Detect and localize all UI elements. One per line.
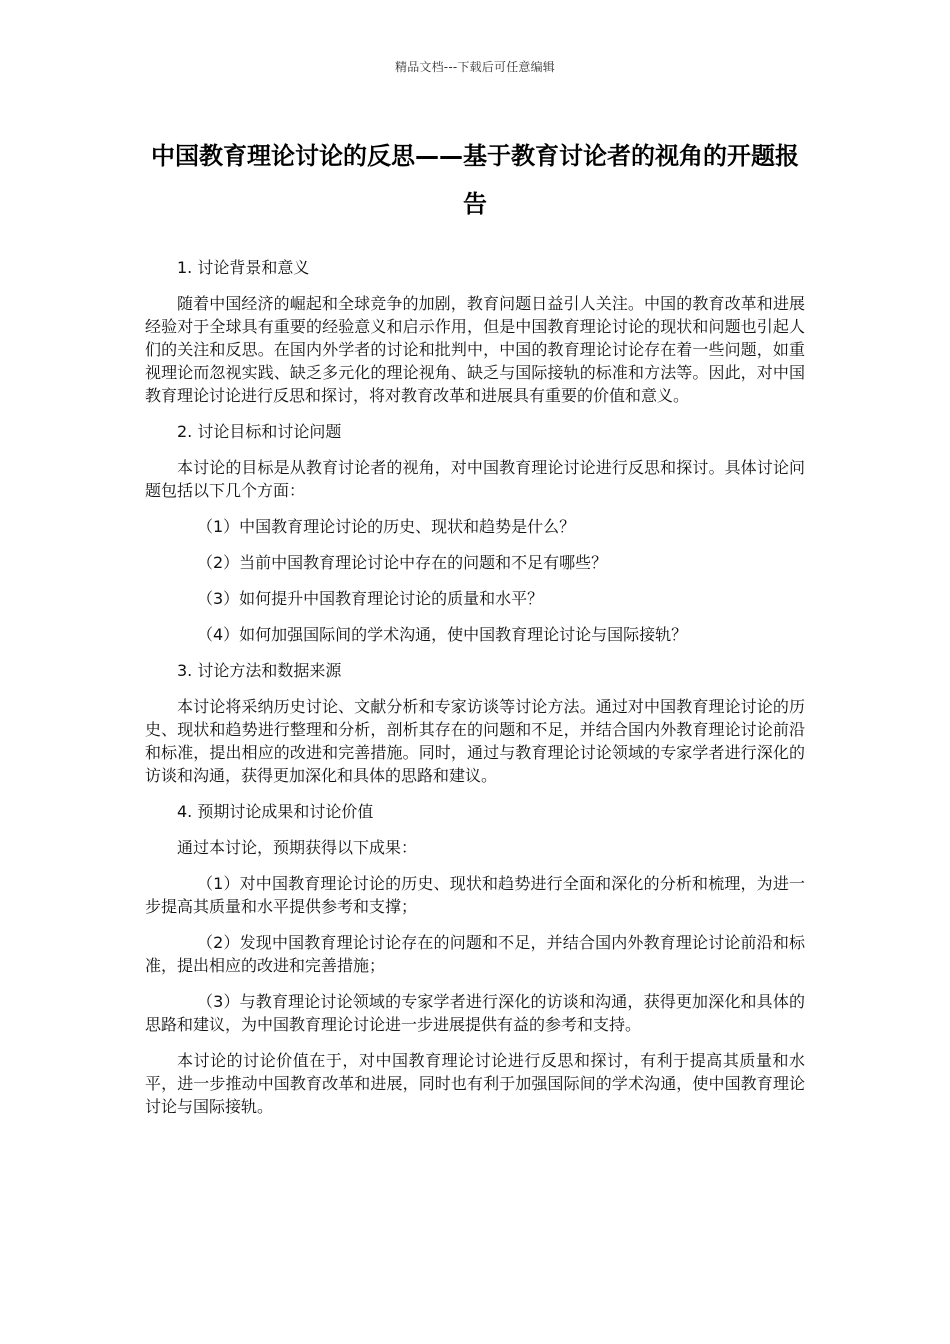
result-item-2: （2）发现中国教育理论讨论存在的问题和不足，并结合国内外教育理论讨论前沿和标准，提出相应的改进和完善措施；	[145, 933, 805, 975]
result-item-3: （3）与教育理论讨论领域的专家学者进行深化的访谈和沟通，获得更加深化和具体的思路和建议，为中国教育理论讨论进一步进展提供有益的参考和支持。	[145, 992, 805, 1034]
question-item-4: （4）如何加强国际间的学术沟通，使中国教育理论讨论与国际接轨？	[197, 625, 688, 644]
section-2-heading: 2. 讨论目标和讨论问题	[177, 422, 342, 441]
section-4-intro: 通过本讨论，预期获得以下成果：	[177, 838, 418, 857]
section-1-paragraph: 随着中国经济的崛起和全球竞争的加剧，教育问题日益引人关注。中国的教育改革和进展经验对于全球具有重要的经验意义和启示作用，但是中国教育理论讨论的现状和问题也引起人们的关注和反思。在国内外学者的讨论和批判中，中国的教育理论讨论存在着一些问题，如重视理论而忽视实践、缺乏多元化的理论视角、缺乏与国际接轨的标准和方法等。因此，对中国教育理论讨论进行反思和探讨，将对教育改革和进展具有重要的价值和意义。	[145, 294, 805, 405]
result-item-1: （1）对中国教育理论讨论的历史、现状和趋势进行全面和深化的分析和梳理，为进一步提高其质量和水平提供参考和支撑；	[145, 874, 805, 916]
section-3-heading: 3. 讨论方法和数据来源	[177, 661, 342, 680]
question-item-1: （1）中国教育理论讨论的历史、现状和趋势是什么？	[197, 517, 576, 536]
question-item-3: （3）如何提升中国教育理论讨论的质量和水平？	[197, 589, 544, 608]
document-title: 中国教育理论讨论的反思——基于教育讨论者的视角的开题报告	[151, 142, 799, 218]
section-4-conclusion: 本讨论的讨论价值在于，对中国教育理论讨论进行反思和探讨，有利于提高其质量和水平，进一步推动中国教育改革和进展，同时也有利于加强国际间的学术沟通，使中国教育理论讨论与国际接轨。	[145, 1051, 805, 1116]
section-4-heading: 4. 预期讨论成果和讨论价值	[177, 802, 374, 821]
header-note: 精品文档---下载后可任意编辑	[395, 60, 555, 74]
section-3-paragraph: 本讨论将采纳历史讨论、文献分析和专家访谈等讨论方法。通过对中国教育理论讨论的历史、现状和趋势进行整理和分析，剖析其存在的问题和不足，并结合国内外教育理论讨论前沿和标准，提出相应的改进和完善措施。同时，通过与教育理论讨论领域的专家学者进行深化的访谈和沟通，获得更加深化和具体的思路和建议。	[145, 697, 805, 785]
section-1-heading: 1. 讨论背景和意义	[177, 258, 310, 277]
question-item-2: （2）当前中国教育理论讨论中存在的问题和不足有哪些？	[197, 553, 608, 572]
document-body	[145, 256, 805, 1131]
section-2-paragraph: 本讨论的目标是从教育讨论者的视角，对中国教育理论讨论进行反思和探讨。具体讨论问题包括以下几个方面：	[145, 458, 805, 500]
